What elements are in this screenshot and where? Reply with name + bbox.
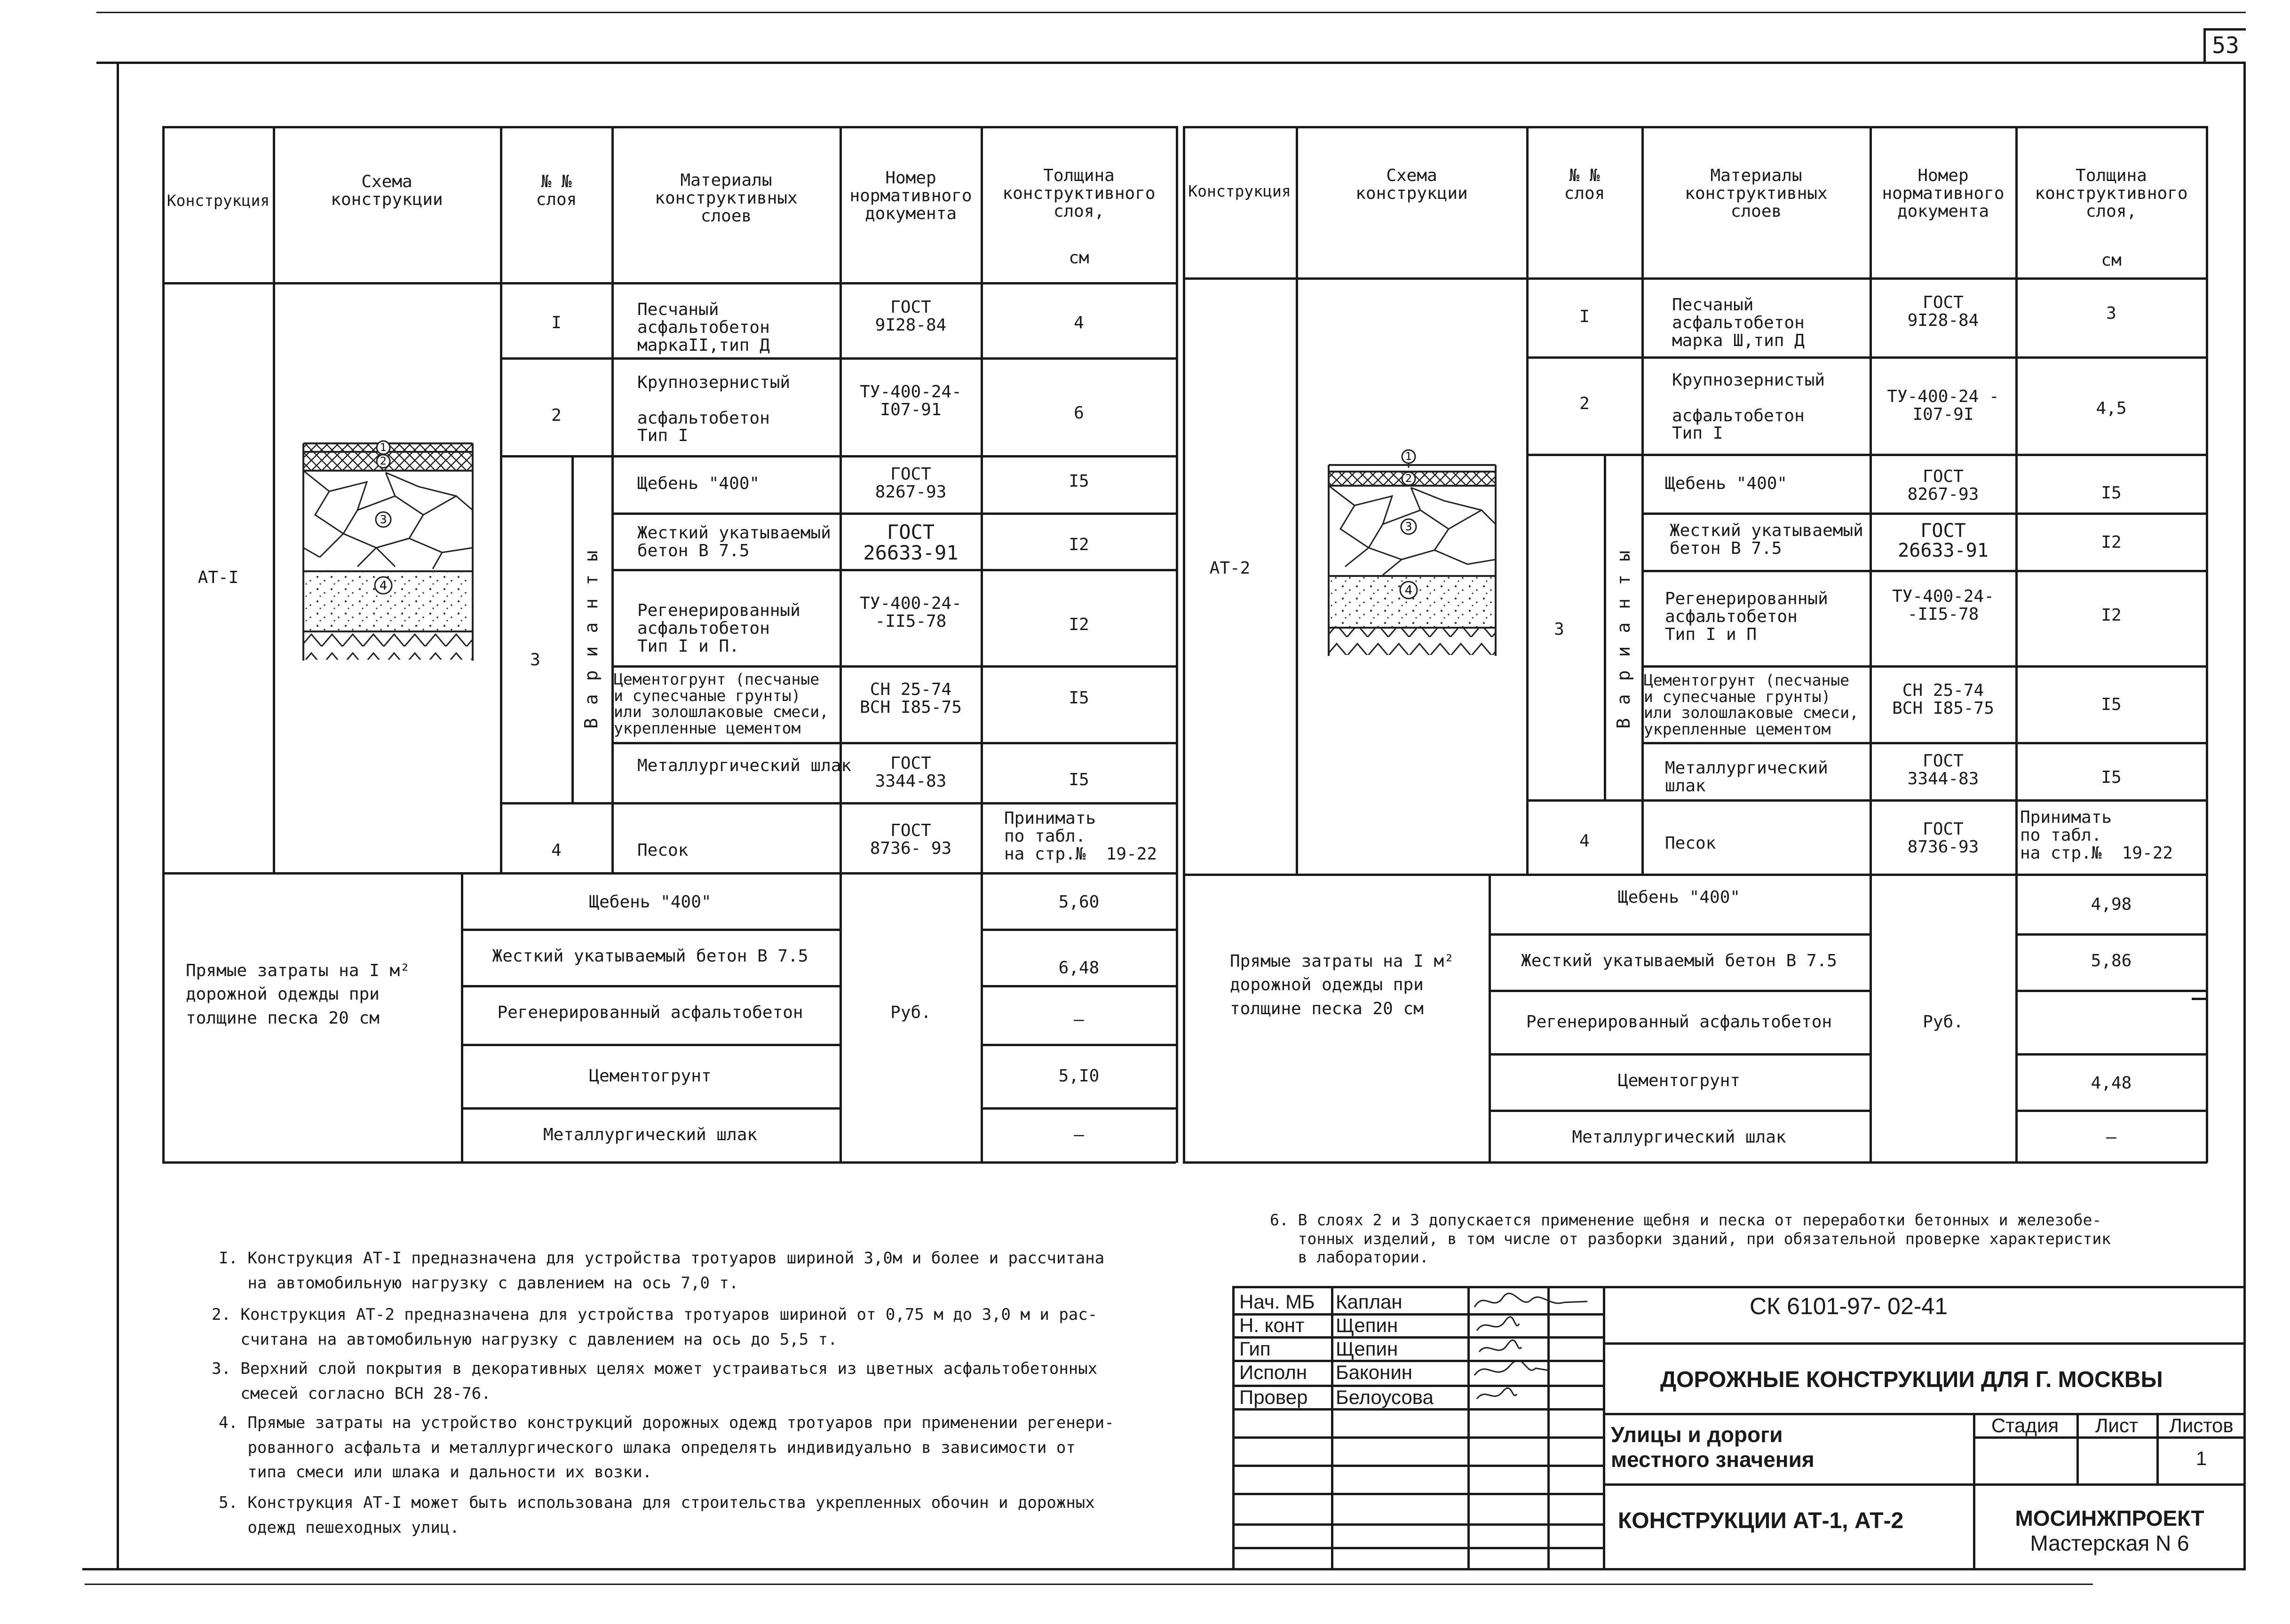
left-doc-3e: ГОСТ 3344-83	[875, 754, 947, 791]
left-cost-value-1: 5,60	[1058, 892, 1100, 912]
note-3: 3. Верхний слой покрытия в декоративных целях может устраиваться из цветных асфальтобетонных смесей согласно ВСН 28-76.	[212, 1359, 1098, 1403]
stamp-role-3: Гип	[1239, 1338, 1271, 1360]
right-doc-1: ГОСТ 9I28-84	[1907, 293, 1979, 330]
left-layer-2: 2	[551, 406, 562, 425]
left-cost-item-1: Щебень "400"	[589, 892, 712, 912]
header-thickness-unit: см	[1069, 248, 1089, 268]
stamp-stage-label: Стадия	[1991, 1414, 2059, 1436]
left-cost-item-4: Цементогрунт	[589, 1066, 712, 1086]
stamp-code: СК 6101-97- 02-41	[1750, 1293, 1948, 1319]
right-thick-4: Принимать по табл. на стр.№ 19-22	[2020, 808, 2173, 863]
svg-text:3: 3	[380, 513, 387, 526]
left-material-3a: Щебень "400"	[637, 474, 760, 493]
right-scheme-drawing	[1326, 449, 1498, 661]
right-material-2: Крупнозернистый асфальтобетон Тип I	[1672, 371, 1825, 443]
right-thick-3a: I5	[2101, 483, 2122, 503]
stamp-sheets-label: Листов	[2169, 1414, 2234, 1436]
left-thick-4: Принимать по табл. на стр.№ 19-22	[1004, 809, 1157, 864]
stamp-subject: Улицы и дороги местного значения	[1611, 1422, 1815, 1472]
right-doc-3e: ГОСТ 3344-83	[1907, 751, 1979, 788]
header-materials: Материалы конструктивных слоев	[655, 171, 798, 226]
right-construction: AT-2	[1209, 559, 1251, 578]
left-doc-3d: СН 25-74 ВСН I85-75	[860, 680, 962, 717]
left-material-3b: Жесткий укатываемый бетон В 7.5	[637, 523, 831, 560]
left-doc-1: ГОСТ 9I28-84	[875, 298, 947, 335]
page-number-box-top	[2203, 28, 2246, 31]
svg-text:1: 1	[380, 442, 387, 454]
page-number-box-left	[2203, 28, 2206, 63]
header-thickness-right: Толщина конструктивного слоя,	[2035, 166, 2188, 221]
right-cost-item-3: Регенерированный асфальтобетон	[1526, 1012, 1832, 1032]
top-trim	[96, 12, 2246, 13]
stamp-name-5: Белоусова	[1336, 1386, 1434, 1408]
right-cost-item-5: Металлургический шлак	[1572, 1127, 1786, 1147]
svg-text:4: 4	[1404, 583, 1413, 598]
frame-left	[117, 62, 119, 1569]
right-material-3e: Металлургический шлак	[1665, 758, 1828, 796]
stamp-sheets-value: 1	[2195, 1447, 2207, 1469]
left-thick-3a: I5	[1069, 472, 1089, 491]
right-material-3d: Цементогрунт (песчаные и супесчаные грунты) или золошлаковые смеси, укрепленные цементом	[1644, 671, 1859, 738]
bottom-trim	[85, 1584, 2093, 1585]
left-thick-2: 6	[1074, 403, 1084, 423]
stamp-name-2: Щепин	[1336, 1314, 1398, 1336]
left-cost-item-3: Регенерированный асфальтобетон	[497, 1003, 803, 1022]
stamp-name-3: Щепин	[1336, 1338, 1398, 1360]
left-material-2: Крупнозернистый асфальтобетон Тип I	[637, 373, 791, 446]
note-5: 5. Конструкция АТ-I может быть использована для строительства укрепленных обочин и дорожных одежд пешеходных улиц.	[219, 1493, 1095, 1537]
right-material-4: Песок	[1665, 834, 1716, 853]
stamp-role-5: Провер	[1239, 1386, 1308, 1408]
right-cost-label: Прямые затраты на I м² дорожной одежды при толщине песка 20 см	[1230, 952, 1454, 1018]
svg-text:3: 3	[1405, 520, 1412, 533]
right-layer-2: 2	[1579, 394, 1590, 413]
left-cost-value-3: –	[1074, 1010, 1084, 1029]
stamp-role-1: Нач. МБ	[1239, 1291, 1315, 1313]
header-layer-no: № № слоя	[536, 172, 577, 209]
right-variants-label: Варианты	[1613, 537, 1634, 729]
stamp-name-1: Каплан	[1336, 1291, 1403, 1313]
header-scheme: Схема конструкции	[331, 172, 443, 209]
stamp-title: ДОРОЖНЫЕ КОНСТРУКЦИИ ДЛЯ Г. МОСКВЫ	[1660, 1367, 2163, 1392]
stamp-sheet-label: Лист	[2095, 1414, 2139, 1436]
left-construction: AT-I	[198, 568, 239, 587]
right-material-3a: Щебень "400"	[1665, 474, 1788, 493]
left-layer-1: I	[551, 313, 562, 332]
right-thick-1: 3	[2106, 304, 2116, 323]
left-cost-value-4: 5,I0	[1058, 1066, 1100, 1086]
note-6: 6. В слоях 2 и 3 допускается применение щебня и песка от переработки бетонных и железобе- тонных изделий, в том числе от разборки зданий, при обязательной проверке характеристик в лаборатории.	[1270, 1211, 2111, 1267]
left-material-4: Песок	[637, 841, 689, 860]
left-thick-3b: I2	[1069, 535, 1089, 554]
right-layer-4: 4	[1579, 831, 1590, 851]
page-number: 53	[2212, 32, 2239, 59]
right-material-3b: Жесткий укатываемый бетон В 7.5	[1670, 521, 1863, 558]
left-cost-item-5: Металлургический шлак	[543, 1125, 758, 1144]
right-layer-1: I	[1579, 307, 1590, 326]
left-thick-3e: I5	[1069, 770, 1089, 789]
left-material-1: Песчаный асфальтобетон маркаII,тип Д	[637, 300, 770, 355]
right-layer-3: 3	[1554, 620, 1564, 639]
right-cost-value-1: 4,98	[2091, 895, 2132, 914]
left-layer-3: 3	[530, 650, 540, 670]
right-cost-value-5: –	[2106, 1127, 2116, 1147]
right-doc-3b: ГОСТ 26633-91	[1898, 520, 1989, 561]
left-layer-4: 4	[551, 841, 562, 860]
left-doc-2: ТУ-400-24- I07-91	[860, 382, 962, 419]
right-material-1: Песчаный асфальтобетон марка Ш,тип Д	[1672, 295, 1805, 350]
frame-top	[96, 62, 2246, 64]
header-construction: Конструкция	[166, 191, 270, 210]
right-doc-3c: ТУ-400-24- -II5-78	[1892, 587, 1994, 624]
frame-bottom	[82, 1568, 2246, 1570]
header-thickness-unit-right: см	[2101, 251, 2122, 270]
left-cost-item-2: Жесткий укатываемый бетон В 7.5	[492, 946, 808, 966]
stamp-role-2: Н. конт	[1239, 1314, 1305, 1336]
stamp-workshop: Мастерская N 6	[2030, 1531, 2189, 1555]
note-1: I. Конструкция АТ-I предназначена для устройства тротуаров шириной 3,0м и более и рассчитана на автомобильную нагрузку с давлением на ось 7,0 т.	[219, 1249, 1105, 1293]
header-doc: Номер нормативного документа	[849, 168, 972, 223]
note-2: 2. Конструкция АТ-2 предназначена для устройства тротуаров шириной от 0,75 м до 3,0 м и рас- считана на автомобильную нагрузку с давлением на ось до 5,5 т.	[212, 1305, 1098, 1349]
stamp-drawing: КОНСТРУКЦИИ АТ-1, АТ-2	[1618, 1508, 1904, 1533]
right-doc-3d: СН 25-74 ВСН I85-75	[1892, 681, 1994, 718]
header-layer-no-right: № № слоя	[1564, 166, 1605, 203]
svg-text:2: 2	[1405, 473, 1412, 485]
left-cost-unit: Руб.	[890, 1003, 931, 1022]
left-doc-4: ГОСТ 8736- 93	[870, 821, 952, 858]
right-cost-unit: Руб.	[1923, 1012, 1964, 1032]
left-material-3c: Регенерированный асфальтобетон Тип I и П.	[637, 601, 800, 656]
header-thickness: Толщина конструктивного слоя,	[1002, 166, 1156, 221]
left-doc-3c: ТУ-400-24- -II5-78	[860, 594, 962, 631]
right-doc-4: ГОСТ 8736-93	[1907, 820, 1979, 857]
right-doc-3a: ГОСТ 8267-93	[1907, 467, 1979, 504]
right-thick-3e: I5	[2101, 768, 2122, 787]
right-cost-value-2: 5,86	[2091, 951, 2132, 970]
stamp-role-4: Исполн	[1239, 1361, 1307, 1383]
right-doc-2: ТУ-400-24 - I07-9I	[1887, 387, 1999, 424]
left-thick-1: 4	[1074, 313, 1084, 332]
left-doc-3b: ГОСТ 26633-91	[863, 520, 959, 565]
right-material-3c: Регенерированный асфальтобетон Тип I и П	[1665, 589, 1828, 644]
left-variants-label: Варианты	[581, 537, 602, 729]
left-thick-3d: I5	[1069, 688, 1089, 708]
left-cost-value-5: –	[1074, 1125, 1084, 1144]
header-construction-right: Конструкция	[1188, 182, 1291, 200]
left-material-3d: Цементогрунт (песчаные и супесчаные грунты) или золошлаковые смеси, укрепленные цементом	[614, 670, 829, 737]
signatures	[1470, 1288, 1592, 1411]
left-thick-3c: I2	[1069, 615, 1089, 634]
stamp-org: МОСИНЖПРОЕКТ	[2015, 1506, 2204, 1530]
left-material-3e: Металлургический шлак	[637, 756, 852, 775]
note-4: 4. Прямые затраты на устройство конструкций дорожных одежд тротуаров при применении регенери- рованного асфальта и металлургического шлака определять индивидуально в зависимости от типа смеси или шлака и дальности их возки.	[219, 1413, 1114, 1482]
right-thick-2: 4,5	[2096, 399, 2127, 418]
right-cost-item-4: Цементогрунт	[1617, 1071, 1741, 1090]
header-doc-right: Номер нормативного документа	[1882, 166, 2005, 221]
right-thick-3d: I5	[2101, 695, 2122, 714]
left-cost-value-2: 6,48	[1058, 958, 1100, 978]
right-thick-3c: I2	[2101, 606, 2122, 625]
svg-text:1: 1	[1405, 451, 1412, 463]
right-cost-item-1: Щебень "400"	[1617, 888, 1741, 907]
left-doc-3a: ГОСТ 8267-93	[875, 465, 947, 502]
right-cost-value-4: 4,48	[2091, 1073, 2132, 1093]
svg-text:2: 2	[380, 456, 387, 467]
right-cost-item-2: Жесткий укатываемый бетон В 7.5	[1521, 951, 1837, 970]
header-scheme-right: Схема конструкции	[1355, 166, 1468, 203]
left-scheme-drawing	[301, 440, 475, 665]
left-cost-label: Прямые затраты на I м² дорожной одежды при толщине песка 20 см	[186, 961, 410, 1028]
svg-text:4: 4	[379, 579, 388, 593]
stamp-name-4: Баконин	[1336, 1361, 1412, 1383]
header-materials-right: Материалы конструктивных слоев	[1685, 166, 1828, 221]
right-thick-3b: I2	[2101, 533, 2122, 552]
